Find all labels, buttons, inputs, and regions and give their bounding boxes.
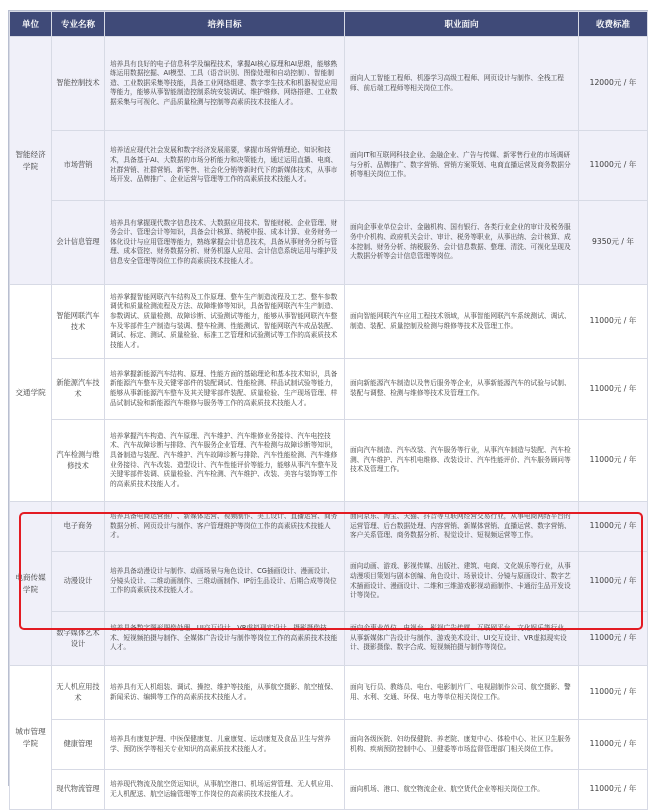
career-cell: 面向企事业单位会计、金融机构、国有银行、各类行业企业的审计及税务服务中介机构、政府机关会计、审计、税务等职业，从事出纳、会计核算、成本控制、财务分析、纳税服务、会计信息数据、整理、清洗、可视化呈现及大数据分析等会计信息管理等岗位。 (345, 201, 579, 285)
table-row (10, 720, 648, 770)
major-cell: 市场营销 (52, 131, 105, 201)
header-major: 专业名称 (52, 12, 105, 37)
major-cell: 智能控制技术 (52, 37, 105, 131)
career-cell: 面向动画、游戏、影视传媒、出版社、建筑、电商、文化娱乐等行业，从事动漫项目策划与剧本创编、角色设计、场景设计、分镜与原画设计、数字艺术插画设计、漫画设计、二维和三维游戏影视动画制作、卡通衍生品开发设计等岗位。 (345, 552, 579, 612)
goal-cell: 培养具有无人机组装、调试、操控、维护等技能，从事航空摄影、航空植保、新闻采访、编辑等工作的高素质技术技能人才。 (105, 666, 345, 720)
goal-cell: 培养具有良好的电子信息科学及编程技术，掌握AI核心原理和AI思维，能够熟练运用数据挖掘、AI模型、工具（语音识别、图像处理和自动控制）、智能制造、工业数据采集等技能，具备工业网络组建、数字孪生技术和机器视觉应用等能力，能够从事智能制造控制系统安装调试、维护维修、网络搭建、工业数据采集与可视化、产品质量检测与控制等高素质技术技能人才。 (105, 37, 345, 131)
goal-cell: 培养具备电商运营推广、新媒体运营、视频制作、美工设计、直播运营、商务数据分析、网页设计与制作、客户管理维护等岗位工作的高素质技术技能人才。 (105, 502, 345, 552)
goal-cell: 培养适应现代社会发展和数字经济发展需要，掌握市场营销理论、知识和技术，具备基于AI、大数据的市场分析能力和决策能力，通过运用直播、电商、社群营销、社群营销、新零售、社会化分销等新时代下的新媒体技术，从事市场开发、品牌推广、企业运营与管理等工作的高素质技术技能人才。 (105, 131, 345, 201)
goal-cell: 培养掌握汽车构造、汽车原理、汽车维护、汽车维修业务接待、汽车电控技术、汽车故障诊断与排除、汽车服务企业管理、汽车检测与故障诊断等知识，具备制造与装配、汽车维护、汽车故障诊断与排除、汽车性能检测、汽车维修业务接待、汽车改装、造型设计、汽车性能评价等能力，能够从事汽车整车及关键零部件装调、质量检验、汽车检测、汽车维护、改装、美容与装饰等工作的高素质技术技能人才。 (105, 420, 345, 502)
fee-cell: 11000元 / 年 (579, 285, 648, 359)
career-cell: 面向机场、港口、航空物流企业、航空货代企业等相关岗位工作。 (345, 770, 579, 810)
career-cell: 面向京东、淘宝、天猫、抖音等互联网经营交易行业，从事电商网络平台的运营管理、后台数据处理、内容营销、新媒体营销、直播运营、数字营销、客户关系管理、商务数据分析、视觉设计、短视频运营等工作。 (345, 502, 579, 552)
fee-cell: 11000元 / 年 (579, 359, 648, 420)
goal-cell: 培养具有康复护理、中医保健康复、儿童康复、运动康复及食品卫生与营养学、预防医学等相关专业知识的高素质技术技能人才。 (105, 720, 345, 770)
college-cell: 电商传媒学院 (10, 502, 52, 666)
major-cell: 电子商务 (52, 502, 105, 552)
major-cell: 动漫设计 (52, 552, 105, 612)
fee-cell: 11000元 / 年 (579, 552, 648, 612)
header-row (10, 12, 648, 37)
table-row (10, 666, 648, 720)
header-goal: 培养目标 (105, 12, 345, 37)
goal-cell: 培养具有掌握现代数字信息技术、大数据应用技术、智能财税、企业管理、财务会计、管理会计等知识，具备会计核算、纳税申报、成本计算、业务财务一体化设计与应用管理等能力，熟练掌握会计信息技术，具备从事财务分析与管理、成本管控、财务数据分析、财务机器人应用、会计信息系统运用与维护及信息安全管理等岗位工作的高素质技术技能人才。 (105, 201, 345, 285)
header-fee: 收费标准 (579, 12, 648, 37)
career-cell: 面向飞行员、教练员、电台、电影制片厂、电视剧制作公司、航空摄影、警用、水利、交通、环保、电力等单位相关岗位工作。 (345, 666, 579, 720)
career-cell: 面向汽车制造、汽车改装、汽车服务等行业，从事汽车制造与装配、汽车检测、汽车维护、汽车机电维修、改装设计、汽车性能评价、汽车服务顾问等技术及管理工作。 (345, 420, 579, 502)
major-cell: 会计信息管理 (52, 201, 105, 285)
fee-cell: 11000元 / 年 (579, 420, 648, 502)
career-cell: 面向IT和互联网科技企业、金融企业、广告与传媒、新零售行业的市场调研与分析、品牌推广、数字营销、营销方案策划、电商直播运营及商务数据分析等相关岗位工作。 (345, 131, 579, 201)
fee-cell: 11000元 / 年 (579, 612, 648, 666)
table-row (10, 770, 648, 810)
table-row (10, 285, 648, 359)
major-cell: 汽车检测与维修技术 (52, 420, 105, 502)
career-cell: 面向企事业单位、电视台、影视广告传媒、互联网平台、文化娱乐等行业，从事新媒体广告设计与制作、游戏美术设计、UI交互设计、VR虚拟现实设计、摄影摄像、数字合成、短视频拍摄与制作等岗位。 (345, 612, 579, 666)
fee-cell: 11000元 / 年 (579, 502, 648, 552)
career-cell: 面向人工智能工程师、机器学习高级工程师、网页设计与制作、全栈工程师、前后端工程师等相关岗位工作。 (345, 37, 579, 131)
table-row (10, 552, 648, 612)
fee-cell: 12000元 / 年 (579, 37, 648, 131)
goal-cell: 培养现代物流及航空货运知识，从事航空港口、机场运营管理、无人机应用、无人机配送、航空运输管理等工作岗位的高素质技术技能人才。 (105, 770, 345, 810)
header-college: 单位 (10, 12, 52, 37)
career-cell: 面向各级医院、妇幼保健院、养老院、康复中心、体检中心、社区卫生服务机构、疾病预防控制中心、卫健委等市场监督管理部门相关岗位工作。 (345, 720, 579, 770)
table-row (10, 612, 648, 666)
fee-cell: 11000元 / 年 (579, 131, 648, 201)
major-cell: 新能源汽车技术 (52, 359, 105, 420)
fee-cell: 9350元 / 年 (579, 201, 648, 285)
major-cell: 数字媒体艺术设计 (52, 612, 105, 666)
college-cell: 智能经济学院 (10, 37, 52, 285)
table-row (10, 502, 648, 552)
college-cell: 城市管理学院 (10, 666, 52, 810)
table-row (10, 201, 648, 285)
table-row (10, 420, 648, 502)
career-cell: 面向新能源汽车制造以及售后服务等企业，从事新能源汽车的试验与试制、装配与调整、检测与维修等技术及管理工作。 (345, 359, 579, 420)
table-row (10, 37, 648, 131)
major-cell: 无人机应用技术 (52, 666, 105, 720)
fee-cell: 11000元 / 年 (579, 770, 648, 810)
goal-cell: 培养具备数字图形图像处理、UI交互设计、VR虚拟现实设计、摄影摄像技术、短视频拍摄与制作、全媒体广告设计与制作等岗位工作的高素质技术技能人才。 (105, 612, 345, 666)
career-cell: 面向智能网联汽车应用工程技术领域，从事智能网联汽车系统测试、调试、制造、装配、质量控制及检测与维修等技术及管理工作。 (345, 285, 579, 359)
header-career: 职业面向 (345, 12, 579, 37)
goal-cell: 培养掌握智能网联汽车结构及工作原理、整车生产制造流程及工艺、整车参数调优和质量检测流程及方法、故障维修等知识，具备智能网联汽车生产制造、参数调试、质量检测、故障诊断、试验测试等能力，能够从事智能网联汽车整车及零部件生产制造与装调、整车检测、性能测试、智能网联汽车成品装配、调试、标定、测试、质量检验、标准工艺管理和试验测试等工作的高素质技术技能人才。 (105, 285, 345, 359)
major-cell: 健康管理 (52, 720, 105, 770)
major-cell: 现代物流管理 (52, 770, 105, 810)
college-cell: 交通学院 (10, 285, 52, 502)
major-cell: 智能网联汽车技术 (52, 285, 105, 359)
fee-cell: 11000元 / 年 (579, 666, 648, 720)
goal-cell: 培养具备动漫设计与制作、动画场景与角色设计、CG插画设计、漫画设计、分镜头设计、二维动画制作、三维动画制作、IP衍生品设计、后期合成等岗位工作的高素质技术技能人才。 (105, 552, 345, 612)
admission-fee-table (9, 11, 648, 810)
goal-cell: 培养掌握新能源汽车结构、原理、性能方面的基础理论和基本技术知识，具备新能源汽车整车及关键零部件的装配调试、性能检测、样品试制试验等能力，能够从事新能源汽车整车及其关键零部件装配、质量检验、生产现场管理、样品试制试验和新能源汽车维修与服务等工作的高素质技术技能人才。 (105, 359, 345, 420)
table-row (10, 359, 648, 420)
fee-cell: 11000元 / 年 (579, 720, 648, 770)
table-row (10, 131, 648, 201)
